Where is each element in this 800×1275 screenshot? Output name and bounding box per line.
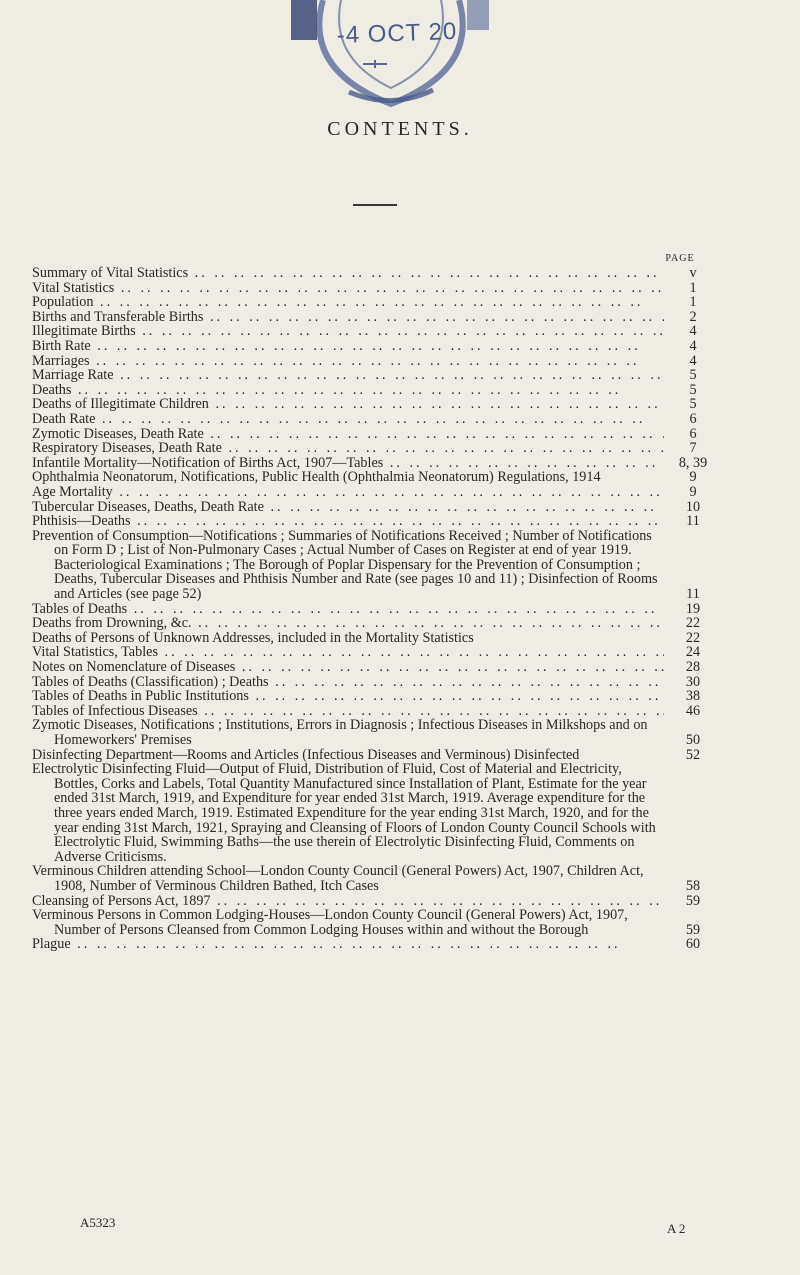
contents-entry [32, 354, 722, 369]
contents-entry [32, 441, 722, 456]
entry-page-number: 4 [689, 323, 697, 340]
entry-page-number: 7 [689, 440, 697, 457]
entry-page-number: 8, 39 [678, 454, 708, 471]
contents-entry [32, 310, 722, 325]
entry-title: Age Mortality .. .. [32, 485, 664, 500]
contents-entry [32, 383, 722, 398]
contents-entry [32, 470, 722, 485]
contents-entry [32, 412, 722, 427]
page-column-heading: PAGE [665, 253, 695, 264]
entry-page-number: 19 [685, 600, 701, 617]
entry-page-number: 60 [685, 936, 701, 953]
contents-list [32, 266, 722, 952]
entry-title: Notes on Nomenclature of Diseases .. .. [32, 660, 664, 675]
entry-title: Tables of Deaths in Public Institutions .. .. [32, 689, 664, 704]
contents-entry [32, 675, 722, 690]
entry-title: Death Rate .. .. [32, 412, 664, 427]
entry-title: Zymotic Diseases, Death Rate .. .. [32, 427, 664, 442]
entry-page-number: 52 [685, 746, 701, 763]
entry-page-number: 58 [685, 877, 701, 894]
entry-title: Births and Transferable Births .. .. [32, 310, 664, 325]
entry-title: Marriages .. .. [32, 354, 664, 369]
entry-page-number: 11 [686, 513, 700, 530]
contents-entry [32, 514, 722, 529]
contents-entry [32, 762, 722, 864]
entry-page-number: 5 [689, 367, 697, 384]
contents-entry [32, 937, 722, 952]
entry-title: Disinfecting Department—Rooms and Articles (Infectious Diseases and Verminous) Disinfected [32, 746, 580, 763]
entry-page-number: 4 [689, 352, 697, 369]
entry-page-number: 10 [685, 498, 701, 515]
contents-entry [32, 631, 722, 646]
entry-page-number: 22 [685, 629, 701, 646]
entry-title: Verminous Children attending School—London County Council (General Powers) Act, 1907, Children Act, 1908, Number of Verminous Children Bathed, Itch Cases [32, 863, 644, 894]
contents-entry [32, 718, 722, 747]
entry-page-number: v [689, 265, 697, 281]
page-title: CONTENTS. [327, 118, 473, 140]
sheet-mark: A 2 [667, 1221, 686, 1236]
entry-title: Tubercular Diseases, Deaths, Death Rate .. .. [32, 500, 664, 515]
contents-entry [32, 645, 722, 660]
contents-entry [32, 295, 722, 310]
entry-title: Tables of Deaths (Classification) ; Deaths .. .. [32, 675, 664, 690]
entry-page-number: 6 [689, 410, 697, 427]
entry-title: Infantile Mortality—Notification of Births Act, 1907—Tables .. .. [32, 456, 664, 471]
entry-title: Summary of Vital Statistics .. .. [32, 266, 664, 281]
entry-title: Deaths of Illegitimate Children .. .. [32, 397, 664, 412]
entry-page-number: 28 [685, 659, 701, 676]
entry-page-number: 2 [689, 308, 697, 325]
entry-title: Electrolytic Disinfecting Fluid—Output of Fluid, Distribution of Fluid, Cost of Material and Electricity, Bottles, Corks and Labels, Total Quantity Manufactured since Installation of Plant, Estimate for the year ended 31st March, 1919, and Expenditure for year ended 31st March, 1919. Average expenditure for the three years ended March, 1919. Estimated Expenditure for the year ending 31st March, 1920, and for the year ending 31st March, 1921, Spraying and Cleansing of Floors of London County Council Schools with Electrolytic Fluid, Swimming Baths—the use therein of Electrolytic Disinfecting Fluid, Comments on Adverse Criticisms. [32, 761, 656, 865]
entry-title: Ophthalmia Neonatorum, Notifications, Public Health (Ophthalmia Neonatorum) Regulations, 1914 [32, 469, 601, 486]
entry-title: Phthisis—Deaths .. .. [32, 514, 664, 529]
entry-page-number: 9 [689, 469, 697, 486]
entry-title: Prevention of Consumption—Notifications ; Summaries of Notifications Received ; Number of Notifications on Form D ; List of Non-Pulmonary Cases ; Actual Number of Cases on Register at end of year 1919. Bacteriological Examinations ; The Borough of Poplar Dispensary for the Prevention of Consumption ; Deaths, Tubercular Diseases and Phthisis Number and Rate (see pages 10 and 11) ; Disinfection of Rooms and Articles (see page 52) [32, 527, 658, 603]
entry-title: Marriage Rate .. .. [32, 368, 664, 383]
contents-entry [32, 908, 722, 937]
contents-entry [32, 368, 722, 383]
entry-page-number: 59 [685, 921, 701, 938]
entry-title: Population .. .. [32, 295, 664, 310]
entry-title: Birth Rate .. .. [32, 339, 664, 354]
entry-page-number: 5 [689, 396, 697, 413]
stamp-date: -4 OCT 20 [336, 17, 458, 50]
entry-page-number: 4 [689, 337, 697, 354]
entry-page-number: 5 [689, 381, 697, 398]
entry-title: Deaths from Drowning, &c. .. .. [32, 616, 664, 631]
received-stamp [283, 0, 499, 110]
contents-entry [32, 894, 722, 909]
contents-entry [32, 660, 722, 675]
entry-page-number: 24 [685, 644, 701, 661]
entry-page-number: 6 [689, 425, 697, 442]
entry-page-number: 22 [685, 615, 701, 632]
title-divider [353, 204, 397, 206]
contents-entry [32, 266, 722, 281]
entry-page-number: 30 [685, 673, 701, 690]
entry-page-number: 59 [685, 892, 701, 909]
contents-entry [32, 529, 722, 602]
entry-title: Tables of Deaths .. .. [32, 602, 664, 617]
entry-page-number: 46 [685, 702, 701, 719]
contents-entry [32, 281, 722, 296]
contents-entry [32, 689, 722, 704]
entry-page-number: 1 [689, 279, 697, 296]
contents-entry [32, 427, 722, 442]
contents-entry [32, 602, 722, 617]
entry-title: Illegitimate Births .. .. [32, 324, 664, 339]
contents-entry [32, 397, 722, 412]
entry-title: Tables of Infectious Diseases .. .. [32, 704, 664, 719]
contents-entry [32, 616, 722, 631]
contents-entry [32, 324, 722, 339]
entry-page-number: 38 [685, 688, 701, 705]
contents-entry [32, 456, 722, 471]
entry-title: Cleansing of Persons Act, 1897 .. .. [32, 894, 664, 909]
entry-page-number: 1 [689, 294, 697, 311]
contents-entry [32, 864, 722, 893]
entry-title: Deaths .. .. [32, 383, 664, 398]
entry-page-number: 9 [689, 483, 697, 500]
entry-title: Zymotic Diseases, Notifications ; Institutions, Errors in Diagnosis ; Infectious Diseases in Milkshops and on Homeworkers' Premises [32, 717, 648, 748]
contents-entry [32, 500, 722, 515]
contents-entry [32, 748, 722, 763]
contents-entry [32, 485, 722, 500]
entry-title: Plague .. .. [32, 937, 664, 952]
entry-page-number: 11 [686, 586, 700, 603]
entry-title: Vital Statistics .. .. [32, 281, 664, 296]
entry-page-number: 50 [685, 732, 701, 748]
signature-mark: A5323 [80, 1215, 116, 1230]
contents-entry [32, 339, 722, 354]
entry-title: Respiratory Diseases, Death Rate .. .. [32, 441, 664, 456]
entry-title: Deaths of Persons of Unknown Addresses, included in the Mortality Statistics [32, 629, 474, 646]
contents-entry [32, 704, 722, 719]
entry-title: Vital Statistics, Tables .. .. [32, 645, 664, 660]
entry-title: Verminous Persons in Common Lodging-Houses—London County Council (General Powers) Act, 1907, Number of Persons Cleansed from Common Lodging Houses within and without the Borough [32, 907, 628, 938]
